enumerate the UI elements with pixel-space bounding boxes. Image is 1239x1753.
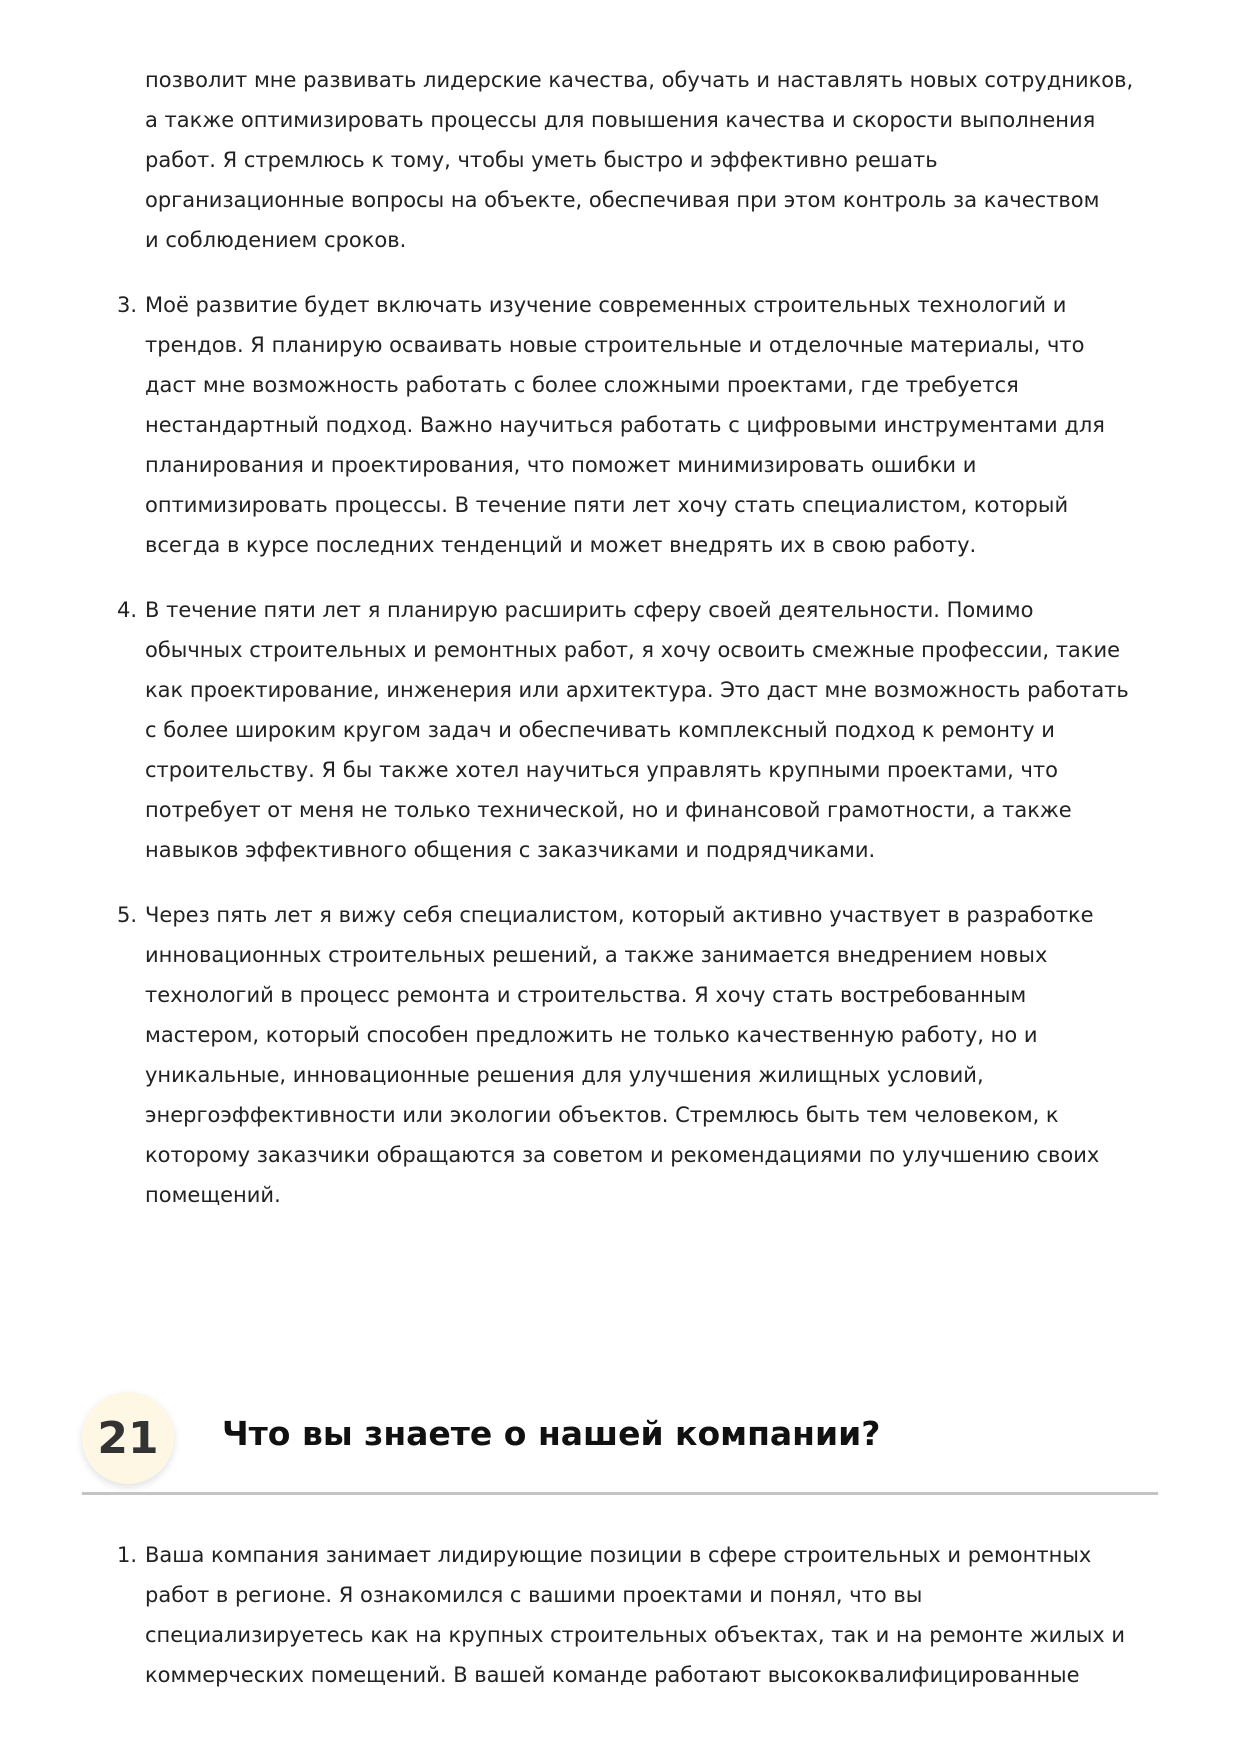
text-line: инновационных строительных решений, а также занимается внедрением новых — [145, 943, 1048, 967]
text-line: с более широким кругом задач и обеспечивать комплексный подход к ремонту и — [145, 718, 1055, 742]
heading-divider — [82, 1492, 1158, 1495]
text-line: коммерческих помещений. В вашей команде работают высококвалифицированные — [145, 1663, 1080, 1687]
text-line: даст мне возможность работать с более сложными проектами, где требуется — [145, 373, 1019, 397]
text-line: навыков эффективного общения с заказчиками и подрядчиками. — [145, 838, 876, 862]
list-item-4 — [117, 590, 1185, 870]
text-line: работ. Я стремлюсь к тому, чтобы уметь быстро и эффективно решать — [145, 148, 938, 172]
section-heading — [82, 1392, 1158, 1492]
continued-paragraph — [145, 60, 1185, 260]
text-line: помещений. — [145, 1183, 281, 1207]
question-number-badge: 21 — [82, 1392, 174, 1484]
text-line: нестандартный подход. Важно научиться работать с цифровыми инструментами для — [145, 413, 1105, 437]
text-line: Моё развитие будет включать изучение современных строительных технологий и — [145, 293, 1067, 317]
text-line: Ваша компания занимает лидирующие позиции в сфере строительных и ремонтных — [145, 1543, 1092, 1567]
text-line: позволит мне развивать лидерские качества, обучать и наставлять новых сотрудников, — [145, 68, 1134, 92]
text-line: мастером, который способен предложить не только качественную работу, но и — [145, 1023, 1038, 1047]
list-number: 4. — [117, 598, 138, 622]
section-list-item-1 — [117, 1535, 1185, 1695]
text-line: строительству. Я бы также хотел научиться управлять крупными проектами, что — [145, 758, 1058, 782]
text-line: уникальные, инновационные решения для улучшения жилищных условий, — [145, 1063, 984, 1087]
text-line: а также оптимизировать процессы для повышения качества и скорости выполнения — [145, 108, 1096, 132]
text-line: Через пять лет я вижу себя специалистом, который активно участвует в разработке — [145, 903, 1094, 927]
text-line: технологий в процесс ремонта и строительства. Я хочу стать востребованным — [145, 983, 1027, 1007]
list-item-5 — [117, 895, 1185, 1215]
section-title: Что вы знаете о нашей компании? — [222, 1414, 881, 1453]
text-line: всегда в курсе последних тенденций и может внедрять их в свою работу. — [145, 533, 977, 557]
text-line: В течение пяти лет я планирую расширить сферу своей деятельности. Помимо — [145, 598, 1034, 622]
text-line: трендов. Я планирую осваивать новые строительные и отделочные материалы, что — [145, 333, 1085, 357]
text-line: энергоэффективности или экологии объектов. Стремлюсь быть тем человеком, к — [145, 1103, 1059, 1127]
list-number: 5. — [117, 903, 138, 927]
text-line: и соблюдением сроков. — [145, 228, 407, 252]
text-line: обычных строительных и ремонтных работ, я хочу освоить смежные профессии, такие — [145, 638, 1121, 662]
list-number: 1. — [117, 1543, 138, 1567]
list-number: 3. — [117, 293, 138, 317]
text-line: как проектирование, инженерия или архитектура. Это даст мне возможность работать — [145, 678, 1129, 702]
text-line: оптимизировать процессы. В течение пяти лет хочу стать специалистом, который — [145, 493, 1069, 517]
text-line: специализируетесь как на крупных строительных объектах, так и на ремонте жилых и — [145, 1623, 1126, 1647]
text-line: планирования и проектирования, что поможет минимизировать ошибки и — [145, 453, 977, 477]
text-line: работ в регионе. Я ознакомился с вашими проектами и понял, что вы — [145, 1583, 923, 1607]
text-line: потребует от меня не только технической, но и финансовой грамотности, а также — [145, 798, 1072, 822]
list-item-3 — [117, 285, 1185, 565]
text-line: которому заказчики обращаются за советом и рекомендациями по улучшению своих — [145, 1143, 1100, 1167]
text-line: организационные вопросы на объекте, обеспечивая при этом контроль за качеством — [145, 188, 1100, 212]
